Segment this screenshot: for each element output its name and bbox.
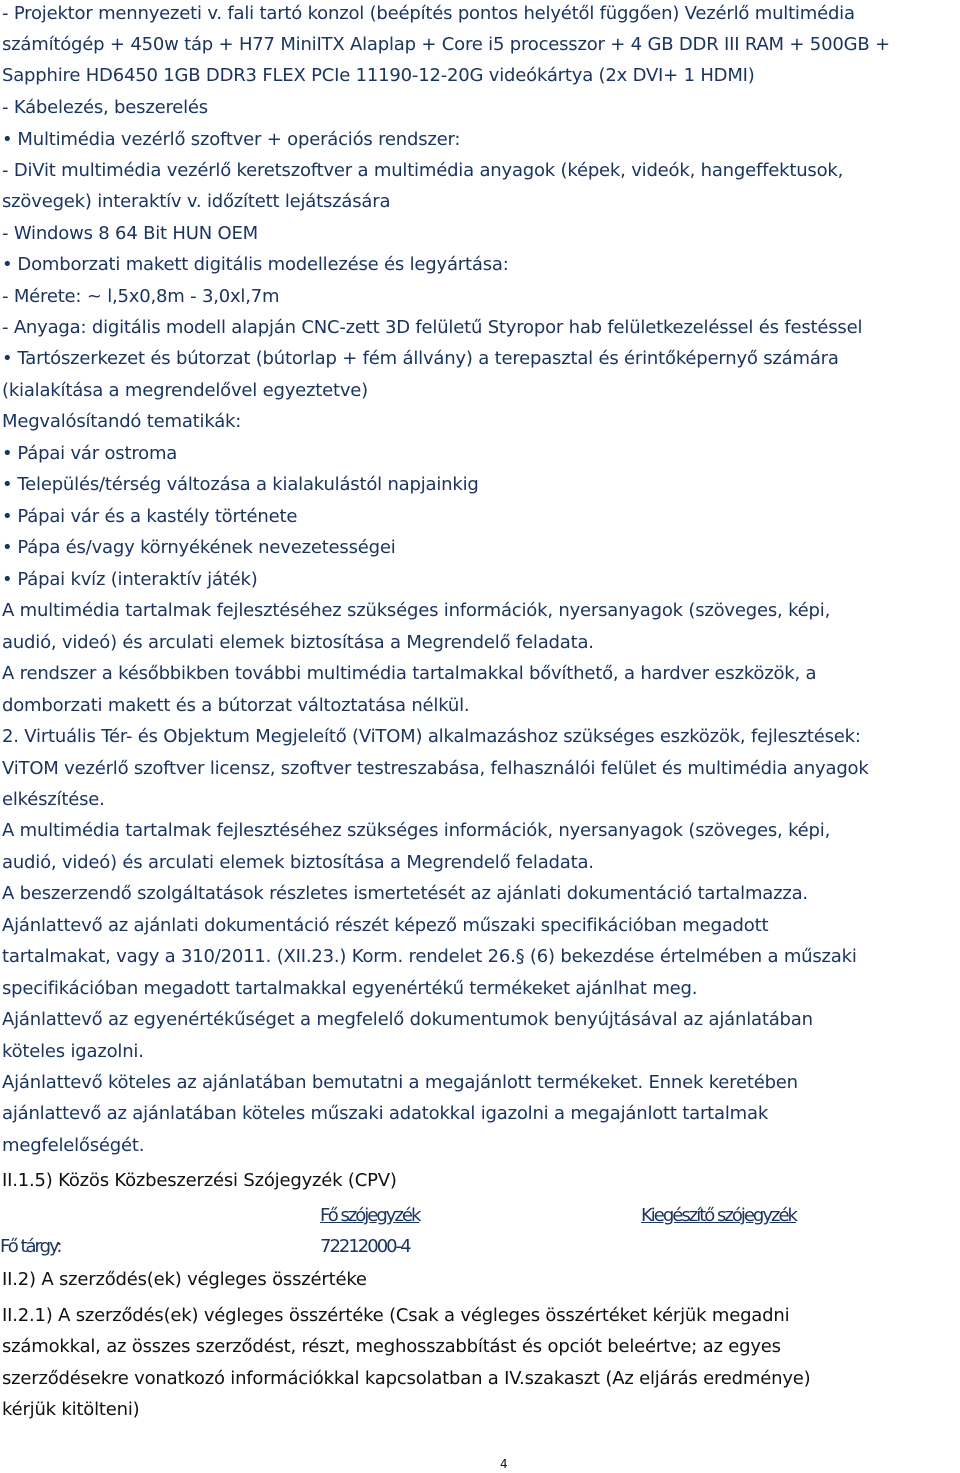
text-line: audió, videó) és arculati elemek biztosítása a Megrendelő feladata.	[2, 852, 594, 873]
text-line: Ajánlattevő köteles az ajánlatában bemutatni a megajánlott termékeket. Ennek keretében	[2, 1072, 798, 1093]
main-vocabulary-header: Fő szójegyzék	[320, 1205, 420, 1226]
text-line: - Projektor mennyezeti v. fali tartó konzol (beépítés pontos helyétől függően) Vezérlő multimédia	[2, 3, 855, 24]
text-line: A multimédia tartalmak fejlesztéséhez szükséges információk, nyersanyagok (szöveges, képi,	[2, 600, 831, 621]
text-line: ajánlattevő az ajánlatában köteles műszaki adatokkal igazolni a megajánlott tartalmak	[2, 1103, 769, 1124]
cpv-code: 72212000-4	[320, 1236, 410, 1257]
text-line: - Kábelezés, beszerelés	[2, 97, 208, 118]
section-heading-value: II.2) A szerződés(ek) végleges összértéke	[2, 1269, 367, 1290]
text-line: - DiVit multimédia vezérlő keretszoftver a multimédia anyagok (képek, videók, hangeffektusok,	[2, 160, 844, 181]
text-line: - Anyaga: digitális modell alapján CNC-zett 3D felületű Styropor hab felületkezeléssel és festéssel	[2, 317, 863, 338]
bullet-item: • Pápa és/vagy környékének nevezetességei	[2, 537, 396, 559]
text-line: szövegek) interaktív v. időzített lejátszására	[2, 191, 391, 212]
text-line: ViTOM vezérlő szoftver licensz, szoftver testreszabása, felhasználói felület és multimédia anyagok	[2, 758, 869, 779]
text-line: II.2.1) A szerződés(ek) végleges összértéke (Csak a végleges összértéket kérjük megadni	[2, 1305, 790, 1326]
text-line: Sapphire HD6450 1GB DDR3 FLEX PCIe 11190-12-20G videókártya (2x DVI+ 1 HDMI)	[2, 65, 755, 86]
bullet-item: • Település/térség változása a kialakulástól napjainkig	[2, 474, 479, 496]
text-line: megfelelőségét.	[2, 1135, 145, 1156]
text-line: audió, videó) és arculati elemek biztosítása a Megrendelő feladata.	[2, 632, 594, 653]
text-line: (kialakítása a megrendelővel egyeztetve)	[2, 380, 369, 401]
bullet-item: • Pápai kvíz (interaktív játék)	[2, 569, 258, 591]
page-number: 4	[500, 1457, 508, 1471]
main-object-label: Fő tárgy:	[0, 1236, 61, 1257]
text-line: Ajánlattevő az ajánlati dokumentáció részét képező műszaki specifikációban megadott	[2, 915, 769, 936]
text-line: köteles igazolni.	[2, 1041, 144, 1062]
cpv-header-row	[0, 1205, 960, 1227]
text-line: elkészítése.	[2, 789, 105, 810]
text-line: A beszerzendő szolgáltatások részletes ismertetését az ajánlati dokumentáció tartalmazza.	[2, 883, 808, 904]
text-line: Ajánlattevő az egyenértékűséget a megfelelő dokumentumok benyújtásával az ajánlatában	[2, 1009, 813, 1030]
cpv-main-object-row	[0, 1236, 960, 1258]
section-label: Megvalósítandó tematikák:	[2, 411, 242, 432]
text-line: A rendszer a későbbikben további multimédia tartalmakkal bővíthető, a hardver eszközök, a	[2, 663, 817, 684]
text-line: szerződésekre vonatkozó információkkal kapcsolatban a IV.szakaszt (Az eljárás eredménye)	[2, 1368, 811, 1389]
text-line: - Mérete: ~ l,5x0,8m - 3,0xl,7m	[2, 286, 280, 307]
text-line: kérjük kitölteni)	[2, 1399, 140, 1420]
bullet-item: • Pápai vár ostroma	[2, 443, 177, 465]
bullet-item: • Multimédia vezérlő szoftver + operációs rendszer:	[2, 129, 460, 151]
text-line: számokkal, az összes szerződést, részt, meghosszabbítást és opciót beleértve; az egyes	[2, 1336, 781, 1357]
text-line: domborzati makett és a bútorzat változtatása nélkül.	[2, 695, 470, 716]
text-line: számítógép + 450w táp + H77 MiniITX Alaplap + Core i5 processzor + 4 GB DDR III RAM + 500GB +	[2, 34, 890, 55]
text-line: 2. Virtuális Tér- és Objektum Megjeleítő (ViTOM) alkalmazáshoz szükséges eszközök, fejlesztések:	[2, 726, 861, 747]
text-line: tartalmakat, vagy a 310/2011. (XII.23.) Korm. rendelet 26.§ (6) bekezdése értelmében a műszaki	[2, 946, 857, 967]
text-line: A multimédia tartalmak fejlesztéséhez szükséges információk, nyersanyagok (szöveges, képi,	[2, 820, 831, 841]
text-line: specifikációban megadott tartalmakkal egyenértékű termékeket ajánlhat meg.	[2, 978, 698, 999]
bullet-item: • Domborzati makett digitális modellezése és legyártása:	[2, 254, 509, 276]
cpv-heading: II.1.5) Közös Közbeszerzési Szójegyzék (CPV)	[2, 1170, 397, 1191]
supplementary-vocabulary-header: Kiegészítő szójegyzék	[641, 1205, 796, 1226]
bullet-item: • Tartószerkezet és bútorzat (bútorlap + fém állvány) a terepasztal és érintőképernyő számára	[2, 348, 839, 370]
text-line: - Windows 8 64 Bit HUN OEM	[2, 223, 258, 244]
bullet-item: • Pápai vár és a kastély története	[2, 506, 297, 528]
